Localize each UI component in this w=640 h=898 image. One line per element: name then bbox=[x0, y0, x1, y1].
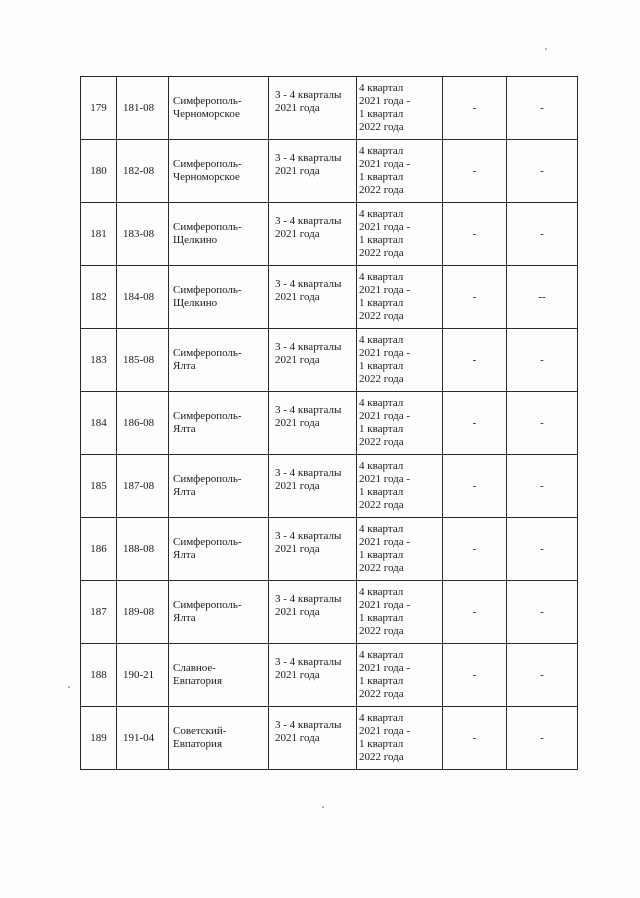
column-8-cell bbox=[507, 455, 578, 518]
route-name-line: Симферополь- bbox=[173, 158, 242, 170]
period-line: 2021 года - bbox=[359, 221, 411, 233]
period-line: 2022 года bbox=[359, 436, 404, 448]
route-name-line: Черноморское bbox=[173, 171, 240, 183]
period-line: 4 квартал bbox=[359, 649, 404, 661]
column-8-cell bbox=[507, 77, 578, 140]
quarters-line: 2021 года bbox=[275, 606, 320, 618]
quarters-line: 2021 года bbox=[275, 102, 320, 114]
route-name-line: Ялта bbox=[173, 360, 196, 372]
table-row bbox=[81, 644, 578, 707]
row-number: 181 bbox=[90, 227, 107, 240]
quarters-cell bbox=[269, 707, 357, 770]
route-name-cell bbox=[169, 455, 269, 518]
table-row bbox=[81, 266, 578, 329]
route-code: 188-08 bbox=[123, 542, 155, 555]
column-8-value: -- bbox=[538, 290, 546, 303]
row-number: 182 bbox=[90, 290, 107, 303]
period-line: 2021 года - bbox=[359, 473, 411, 485]
route-code: 191-04 bbox=[123, 731, 155, 744]
route-code: 190-21 bbox=[123, 668, 155, 681]
quarters-line: 3 - 4 кварталы bbox=[275, 467, 342, 479]
column-7-cell bbox=[443, 329, 507, 392]
period-line: 2022 года bbox=[359, 625, 404, 637]
period-line: 2022 года bbox=[359, 247, 404, 259]
table-row bbox=[81, 581, 578, 644]
route-code-cell bbox=[117, 266, 169, 329]
column-7-cell bbox=[443, 392, 507, 455]
quarters-cell bbox=[269, 203, 357, 266]
route-name-line: Симферополь- bbox=[173, 536, 242, 548]
table-row bbox=[81, 455, 578, 518]
quarters-line: 3 - 4 кварталы bbox=[275, 404, 342, 416]
quarters-line: 3 - 4 кварталы bbox=[275, 215, 342, 227]
column-8-cell bbox=[507, 266, 578, 329]
quarters-line: 2021 года bbox=[275, 228, 320, 240]
column-7-cell bbox=[443, 581, 507, 644]
row-number: 183 bbox=[90, 353, 107, 366]
route-code: 184-08 bbox=[123, 290, 155, 303]
row-number: 187 bbox=[90, 605, 107, 618]
row-number-cell bbox=[81, 581, 117, 644]
period-line: 1 квартал bbox=[359, 171, 404, 183]
route-schedule-table bbox=[80, 76, 578, 770]
period-line: 2022 года bbox=[359, 751, 404, 763]
column-8-cell bbox=[507, 140, 578, 203]
column-8-cell bbox=[507, 707, 578, 770]
period-line: 4 квартал bbox=[359, 586, 404, 598]
route-name-line: Симферополь- bbox=[173, 599, 242, 611]
column-8-cell bbox=[507, 644, 578, 707]
period-cell bbox=[357, 644, 443, 707]
route-code-cell bbox=[117, 392, 169, 455]
period-line: 2021 года - bbox=[359, 599, 411, 611]
quarters-line: 2021 года bbox=[275, 480, 320, 492]
column-7-cell bbox=[443, 266, 507, 329]
route-name-line: Черноморское bbox=[173, 108, 240, 120]
route-code-cell bbox=[117, 707, 169, 770]
period-line: 2022 года bbox=[359, 499, 404, 511]
route-name-line: Симферополь- bbox=[173, 95, 242, 107]
column-8-value: - bbox=[540, 416, 544, 429]
route-name-cell bbox=[169, 77, 269, 140]
column-7-value: - bbox=[472, 479, 477, 492]
column-8-value: - bbox=[540, 542, 544, 555]
column-8-value: - bbox=[540, 353, 544, 366]
period-cell bbox=[357, 329, 443, 392]
period-line: 4 квартал bbox=[359, 208, 404, 220]
period-line: 1 квартал bbox=[359, 738, 404, 750]
column-7-cell bbox=[443, 518, 507, 581]
period-line: 2022 года bbox=[359, 310, 404, 322]
row-number-cell bbox=[81, 203, 117, 266]
row-number: 186 bbox=[90, 542, 107, 555]
route-name-cell bbox=[169, 140, 269, 203]
period-cell bbox=[357, 707, 443, 770]
column-7-value: - bbox=[472, 290, 477, 303]
column-7-cell bbox=[443, 77, 507, 140]
row-number-cell bbox=[81, 518, 117, 581]
period-line: 2022 года bbox=[359, 562, 404, 574]
column-7-cell bbox=[443, 455, 507, 518]
column-8-cell bbox=[507, 329, 578, 392]
period-line: 4 квартал bbox=[359, 145, 404, 157]
route-code-cell bbox=[117, 518, 169, 581]
period-line: 2021 года - bbox=[359, 95, 411, 107]
route-name-line: Евпатория bbox=[173, 738, 223, 750]
period-cell bbox=[357, 77, 443, 140]
row-number-cell bbox=[81, 77, 117, 140]
column-7-value: - bbox=[472, 227, 477, 240]
row-number-cell bbox=[81, 329, 117, 392]
quarters-line: 2021 года bbox=[275, 291, 320, 303]
table-row bbox=[81, 203, 578, 266]
period-line: 4 квартал bbox=[359, 712, 404, 724]
period-line: 2021 года - bbox=[359, 347, 411, 359]
column-8-cell bbox=[507, 581, 578, 644]
period-line: 2022 года bbox=[359, 184, 404, 196]
period-line: 4 квартал bbox=[359, 523, 404, 535]
row-number-cell bbox=[81, 140, 117, 203]
period-line: 1 квартал bbox=[359, 549, 404, 561]
scan-speck bbox=[545, 48, 547, 50]
column-8-value: - bbox=[540, 479, 544, 492]
quarters-line: 2021 года bbox=[275, 417, 320, 429]
quarters-cell bbox=[269, 392, 357, 455]
column-8-cell bbox=[507, 392, 578, 455]
period-line: 2021 года - bbox=[359, 662, 411, 674]
route-code: 189-08 bbox=[123, 605, 155, 618]
table-row bbox=[81, 140, 578, 203]
route-name-line: Ялта bbox=[173, 612, 196, 624]
quarters-line: 3 - 4 кварталы bbox=[275, 278, 342, 290]
period-cell bbox=[357, 518, 443, 581]
route-name-line: Симферополь- bbox=[173, 410, 242, 422]
route-name-line: Евпатория bbox=[173, 675, 223, 687]
period-cell bbox=[357, 140, 443, 203]
column-8-cell bbox=[507, 518, 578, 581]
column-7-cell bbox=[443, 140, 507, 203]
row-number: 179 bbox=[90, 101, 107, 114]
route-name-cell bbox=[169, 329, 269, 392]
quarters-line: 3 - 4 кварталы bbox=[275, 530, 342, 542]
period-line: 4 квартал bbox=[359, 460, 404, 472]
row-number-cell bbox=[81, 707, 117, 770]
period-line: 1 квартал bbox=[359, 234, 404, 246]
table-body bbox=[81, 77, 578, 770]
period-line: 2022 года bbox=[359, 373, 404, 385]
column-8-value: - bbox=[540, 164, 544, 177]
route-name-line: Симферополь- bbox=[173, 473, 242, 485]
quarters-cell bbox=[269, 77, 357, 140]
scan-speck bbox=[322, 806, 324, 808]
quarters-cell bbox=[269, 518, 357, 581]
route-name-line: Славное- bbox=[173, 662, 216, 674]
quarters-cell bbox=[269, 581, 357, 644]
period-cell bbox=[357, 392, 443, 455]
period-line: 2021 года - bbox=[359, 410, 411, 422]
table-row bbox=[81, 518, 578, 581]
row-number-cell bbox=[81, 455, 117, 518]
route-code: 183-08 bbox=[123, 227, 155, 240]
row-number: 188 bbox=[90, 668, 107, 681]
quarters-cell bbox=[269, 140, 357, 203]
route-name-line: Симферополь- bbox=[173, 284, 242, 296]
quarters-cell bbox=[269, 266, 357, 329]
quarters-line: 2021 года bbox=[275, 669, 320, 681]
route-code: 181-08 bbox=[123, 101, 155, 114]
table-row bbox=[81, 77, 578, 140]
route-code: 182-08 bbox=[123, 164, 155, 177]
quarters-line: 2021 года bbox=[275, 543, 320, 555]
column-7-cell bbox=[443, 644, 507, 707]
row-number-cell bbox=[81, 266, 117, 329]
column-7-value: - bbox=[472, 101, 477, 114]
column-7-value: - bbox=[472, 353, 477, 366]
column-7-value: - bbox=[472, 668, 477, 681]
period-line: 4 квартал bbox=[359, 82, 404, 94]
column-7-value: - bbox=[472, 731, 477, 744]
column-8-value: - bbox=[540, 101, 544, 114]
route-code: 185-08 bbox=[123, 353, 155, 366]
quarters-cell bbox=[269, 455, 357, 518]
column-7-value: - bbox=[472, 605, 477, 618]
period-line: 1 квартал bbox=[359, 675, 404, 687]
column-8-value: - bbox=[540, 227, 544, 240]
column-7-value: - bbox=[472, 542, 477, 555]
scan-speck bbox=[68, 686, 70, 688]
route-name-cell bbox=[169, 203, 269, 266]
period-cell bbox=[357, 455, 443, 518]
period-line: 1 квартал bbox=[359, 297, 404, 309]
route-name-cell bbox=[169, 644, 269, 707]
row-number: 185 bbox=[90, 479, 107, 492]
column-8-value: - bbox=[540, 605, 544, 618]
quarters-line: 3 - 4 кварталы bbox=[275, 593, 342, 605]
quarters-line: 3 - 4 кварталы bbox=[275, 89, 342, 101]
route-code: 186-08 bbox=[123, 416, 155, 429]
period-line: 2022 года bbox=[359, 688, 404, 700]
route-name-cell bbox=[169, 707, 269, 770]
quarters-cell bbox=[269, 329, 357, 392]
period-line: 1 квартал bbox=[359, 360, 404, 372]
period-line: 4 квартал bbox=[359, 334, 404, 346]
route-name-cell bbox=[169, 266, 269, 329]
quarters-line: 2021 года bbox=[275, 354, 320, 366]
route-name-line: Симферополь- bbox=[173, 221, 242, 233]
period-line: 1 квартал bbox=[359, 486, 404, 498]
table-row bbox=[81, 707, 578, 770]
table-row bbox=[81, 329, 578, 392]
period-line: 4 квартал bbox=[359, 271, 404, 283]
quarters-line: 3 - 4 кварталы bbox=[275, 656, 342, 668]
route-name-cell bbox=[169, 392, 269, 455]
period-line: 1 квартал bbox=[359, 612, 404, 624]
route-name-line: Ялта bbox=[173, 549, 196, 561]
column-7-cell bbox=[443, 203, 507, 266]
route-code-cell bbox=[117, 581, 169, 644]
period-line: 2021 года - bbox=[359, 284, 411, 296]
row-number-cell bbox=[81, 392, 117, 455]
route-name-line: Щелкино bbox=[173, 297, 218, 309]
period-line: 1 квартал bbox=[359, 108, 404, 120]
route-code-cell bbox=[117, 329, 169, 392]
quarters-line: 3 - 4 кварталы bbox=[275, 719, 342, 731]
route-name-line: Советский- bbox=[173, 725, 227, 737]
period-line: 1 квартал bbox=[359, 423, 404, 435]
row-number: 189 bbox=[90, 731, 107, 744]
period-line: 2022 года bbox=[359, 121, 404, 133]
row-number-cell bbox=[81, 644, 117, 707]
route-code: 187-08 bbox=[123, 479, 155, 492]
route-name-cell bbox=[169, 518, 269, 581]
route-name-line: Симферополь- bbox=[173, 347, 242, 359]
period-cell bbox=[357, 266, 443, 329]
route-code-cell bbox=[117, 455, 169, 518]
column-8-value: - bbox=[540, 668, 544, 681]
period-cell bbox=[357, 203, 443, 266]
quarters-line: 3 - 4 кварталы bbox=[275, 341, 342, 353]
route-code-cell bbox=[117, 140, 169, 203]
column-8-value: - bbox=[540, 731, 544, 744]
column-7-value: - bbox=[472, 164, 477, 177]
column-8-cell bbox=[507, 203, 578, 266]
quarters-cell bbox=[269, 644, 357, 707]
period-cell bbox=[357, 581, 443, 644]
quarters-line: 3 - 4 кварталы bbox=[275, 152, 342, 164]
period-line: 2021 года - bbox=[359, 536, 411, 548]
quarters-line: 2021 года bbox=[275, 165, 320, 177]
column-7-value: - bbox=[472, 416, 477, 429]
table-row bbox=[81, 392, 578, 455]
period-line: 2021 года - bbox=[359, 725, 411, 737]
route-name-cell bbox=[169, 581, 269, 644]
route-code-cell bbox=[117, 203, 169, 266]
route-name-line: Щелкино bbox=[173, 234, 218, 246]
route-code-cell bbox=[117, 77, 169, 140]
route-code-cell bbox=[117, 644, 169, 707]
column-7-cell bbox=[443, 707, 507, 770]
quarters-line: 2021 года bbox=[275, 732, 320, 744]
period-line: 4 квартал bbox=[359, 397, 404, 409]
route-name-line: Ялта bbox=[173, 486, 196, 498]
route-name-line: Ялта bbox=[173, 423, 196, 435]
row-number: 180 bbox=[90, 164, 107, 177]
row-number: 184 bbox=[90, 416, 107, 429]
period-line: 2021 года - bbox=[359, 158, 411, 170]
